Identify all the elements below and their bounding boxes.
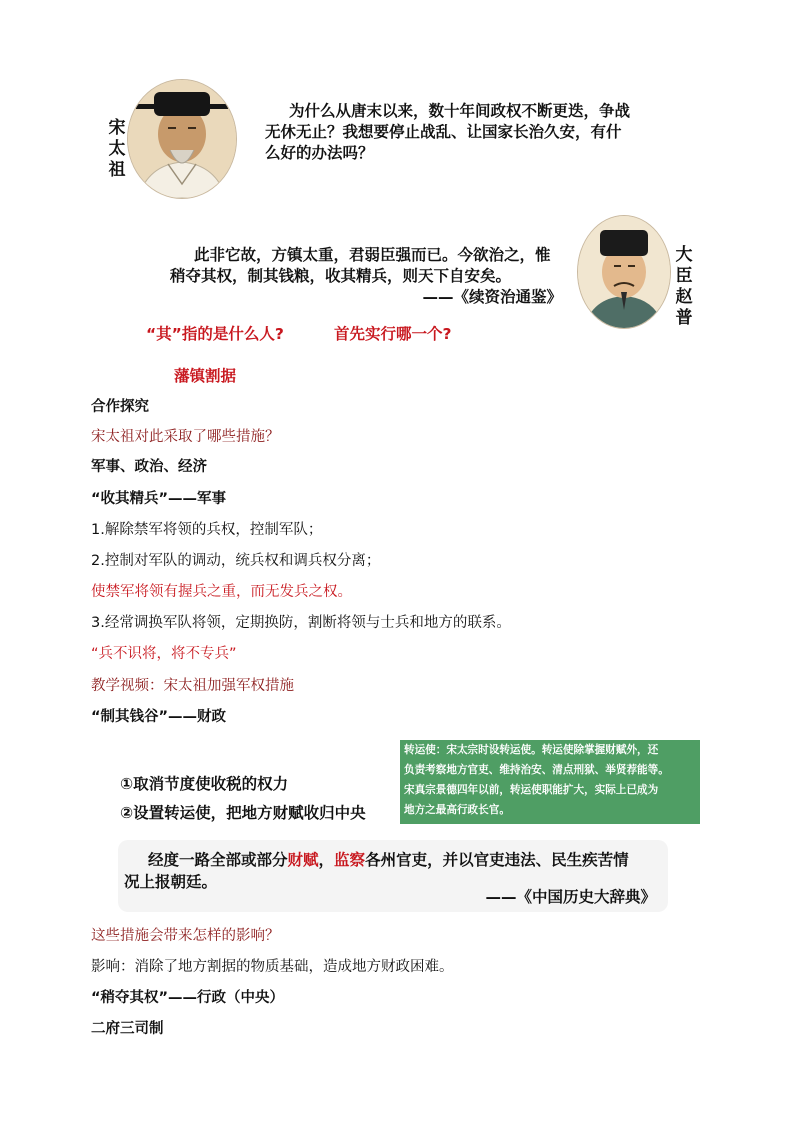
system-name: 二府三司制	[91, 1021, 164, 1037]
areas-text: 军事、政治、经济	[91, 459, 207, 475]
emperor-portrait	[128, 80, 236, 198]
question-first: 首先实行哪一个?	[334, 325, 452, 343]
emperor-name-label: 宋 太 祖	[108, 118, 126, 180]
finance-measure-2: ②设置转运使，把地方财赋收归中央	[120, 804, 366, 822]
military-measure-3: 3.经常调换军队将领，定期换防，割断将领与士兵和地方的联系。	[91, 615, 511, 631]
military-quote: “兵不识将，将不专兵”	[91, 646, 237, 662]
military-measure-1: 1.解除禁军将领的兵权，控制军队；	[91, 522, 323, 538]
dictionary-quote-line-2: 况上报朝廷。	[124, 873, 218, 891]
emperor-portrait-image	[128, 80, 236, 198]
question-effect: 这些措施会带来怎样的影响？	[91, 928, 280, 944]
admin-heading: “稍夺其权”——行政（中央）	[91, 990, 285, 1006]
military-measure-2: 2.控制对军队的调动，统兵权和调兵权分离；	[91, 553, 381, 569]
military-heading: “收其精兵”——军事	[91, 491, 227, 507]
finance-heading: “制其钱谷”——财政	[91, 709, 227, 725]
answer-fanzhen: 藩镇割据	[174, 367, 237, 385]
dictionary-quote-source: ——《中国历史大辞典》	[485, 888, 656, 906]
finance-measure-1: ①取消节度使收税的权力	[120, 775, 289, 793]
dictionary-quote-box	[118, 840, 668, 912]
transport-commissioner-note: 转运使：宋太宗时设转运使。转运使除掌握财赋外，还 负责考察地方官吏、维持治安、清点刑狱、举贤荐能等。 宋真宗景德四年以前，转运使职能扩大，实际上已成为 地方之最高行政长官。	[400, 740, 700, 824]
teaching-video-link[interactable]: 教学视频：宋太祖加强军权措施	[91, 678, 294, 694]
military-measure-2-note: 使禁军将领有握兵之重，而无发兵之权。	[91, 584, 352, 600]
minister-quote: 此非它故，方镇太重，君弱臣强而已。今欲治之，惟 稍夺其权，制其钱粮，收其精兵，则天下自安矣。 ——《续资治通鉴》	[170, 246, 562, 306]
effect-text: 影响：消除了地方割据的物质基础，造成地方财政困难。	[91, 959, 454, 975]
question-measures: 宋太祖对此采取了哪些措施？	[91, 429, 280, 445]
minister-name-label: 大 臣 赵 普	[675, 245, 693, 328]
dictionary-quote-line-1: 经度一路全部或部分财赋，监察各州官吏，并以官吏违法、民生疾苦情	[148, 851, 629, 869]
emperor-question: 为什么从唐末以来，数十年间政权不断更迭，争战 无休无止？我想要停止战乱、让国家长治久安，有什 么好的办法吗？	[265, 102, 631, 162]
minister-portrait	[578, 216, 670, 328]
coop-heading: 合作探究	[91, 399, 149, 415]
minister-portrait-image	[578, 216, 670, 328]
question-who: “其”指的是什么人?	[146, 325, 284, 343]
